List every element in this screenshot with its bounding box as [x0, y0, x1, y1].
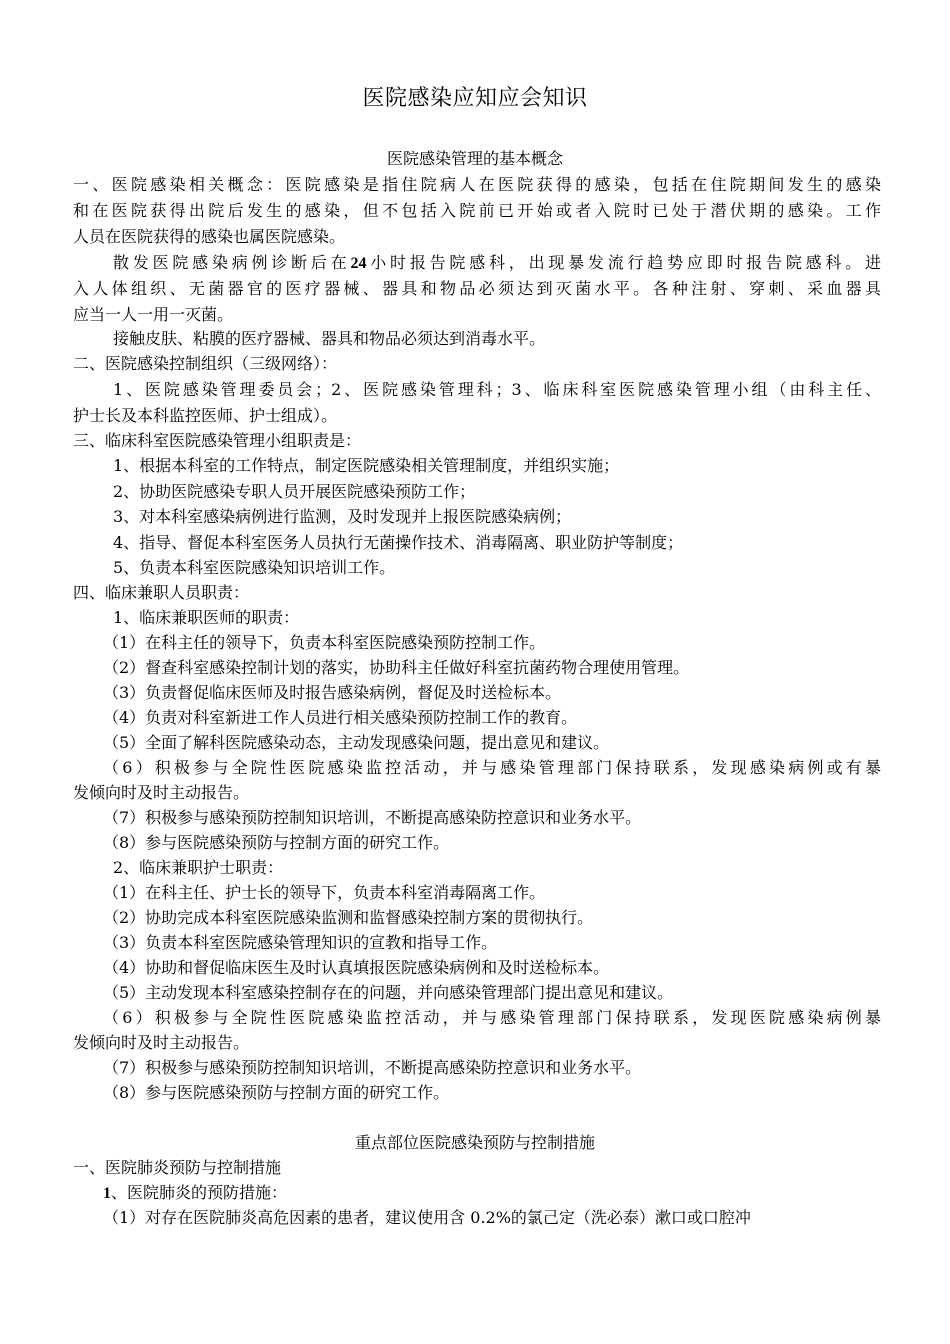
list-item: （2）督查科室感染控制计划的落实，协助科主任做好科室抗菌药物合理使用管理。: [103, 658, 690, 677]
paragraph-line: 应当一人一用一灭菌。: [73, 305, 234, 324]
paragraph-line: 一、医院感染相关概念：医院感染是指住院病人在医院获得的感染，包括在住院期间发生的感染: [73, 175, 881, 194]
list-item: 3、对本科室感染病例进行监测，及时发现并上报医院感染病例；: [113, 507, 572, 526]
list-item: （3）负责本科室医院感染管理知识的宣教和指导工作。: [103, 933, 498, 952]
document-title: 医院感染应知应会知识: [362, 86, 588, 111]
sub-heading: 1、临床兼职医师的职责：: [113, 608, 300, 627]
list-item: 5、负责本科室医院感染知识培训工作。: [113, 558, 396, 577]
sub-heading: [103, 1180, 864, 1207]
list-item: （4）协助和督促临床医生及时认真填报医院感染病例和及时送检标本。: [103, 958, 610, 977]
paragraph-line: 入人体组织、无菌器官的医疗器械、器具和物品必须达到灭菌水平。各种注射、穿刺、采血器具: [73, 279, 881, 298]
text-span: 、医院肺炎的预防措施：: [111, 1183, 288, 1202]
paragraph-line: 人员在医院获得的感染也属医院感染。: [73, 227, 346, 246]
list-item: （7）积极参与感染预防控制知识培训，不断提高感染防控意识和业务水平。: [103, 808, 642, 827]
list-item: （5）全面了解科医院感染动态，主动发现感染问题，提出意见和建议。: [103, 733, 610, 752]
paragraph-line: [113, 250, 881, 277]
list-item: （4）负责对科室新进工作人员进行相关感染预防控制工作的教育。: [103, 708, 578, 727]
sub-heading: 2、临床兼职护士职责：: [113, 858, 284, 877]
list-item: （1）对存在医院肺炎高危因素的患者，建议使用含 0.2%的氯己定（洗必泰）漱口或口腔冲: [103, 1208, 751, 1227]
paragraph-line: 接触皮肤、粘膜的医疗器械、器具和物品必须达到消毒水平。: [113, 329, 546, 348]
list-heading: 二、医院感染控制组织（三级网络）：: [73, 354, 338, 373]
list-item: （5）主动发现本科室感染控制存在的问题，并向感染管理部门提出意见和建议。: [103, 983, 674, 1002]
paragraph-line: 护士长及本科监控医师、护士组成）。: [73, 406, 338, 425]
list-item: （8）参与医院感染预防与控制方面的研究工作。: [103, 1083, 450, 1102]
list-item: （8）参与医院感染预防与控制方面的研究工作。: [103, 833, 450, 852]
list-item: （1）在科主任、护士长的领导下，负责本科室消毒隔离工作。: [103, 883, 546, 902]
list-item: （3）负责督促临床医师及时报告感染病例，督促及时送检标本。: [103, 683, 562, 702]
list-item: （2）协助完成本科室医院感染监测和监督感染控制方案的贯彻执行。: [103, 908, 594, 927]
paragraph-line: 发倾向时及时主动报告。: [73, 1033, 250, 1052]
paragraph-line: 发倾向时及时主动报告。: [73, 783, 250, 802]
list-item: 1、根据本科室的工作特点，制定医院感染相关管理制度，并组织实施；: [113, 456, 620, 475]
text-span-bold: 24: [350, 255, 367, 272]
text-span: 散发医院感染病例诊断后在: [113, 253, 351, 272]
list-item: 2、协助医院感染专职人员开展医院感染预防工作；: [113, 482, 476, 501]
list-item: （7）积极参与感染预防控制知识培训，不断提高感染防控意识和业务水平。: [103, 1058, 642, 1077]
text-span-bold: 1: [103, 1185, 111, 1202]
list-heading: 四、临床兼职人员职责：: [73, 583, 250, 602]
section-heading-key-sites: 重点部位医院感染预防与控制措施: [354, 1133, 595, 1152]
list-item: （6）积极参与全院性医院感染监控活动，并与感染管理部门保持联系，发现感染病例或有暴: [103, 758, 881, 777]
paragraph-line: 和在医院获得出院后发生的感染，但不包括入院前已开始或者入院时已处于潜伏期的感染。工作: [73, 201, 881, 220]
list-item: （1）在科主任的领导下，负责本科室医院感染预防控制工作。: [103, 633, 546, 652]
text-span: 小时报告院感科，出现暴发流行趋势应即时报告院感科。进: [366, 253, 881, 272]
section-heading-basic-concepts: 医院感染管理的基本概念: [386, 149, 563, 168]
list-item: （6）积极参与全院性医院感染监控活动，并与感染管理部门保持联系，发现医院感染病例暴: [103, 1008, 881, 1027]
list-item: 4、指导、督促本科室医务人员执行无菌操作技术、消毒隔离、职业防护等制度；: [113, 533, 684, 552]
list-heading: 一、医院肺炎预防与控制措施: [73, 1158, 282, 1177]
paragraph-line: 1、医院感染管理委员会；2、医院感染管理科；3、临床科室医院感染管理小组（由科主任、: [113, 380, 881, 399]
list-heading: 三、临床科室医院感染管理小组职责是：: [73, 431, 362, 450]
